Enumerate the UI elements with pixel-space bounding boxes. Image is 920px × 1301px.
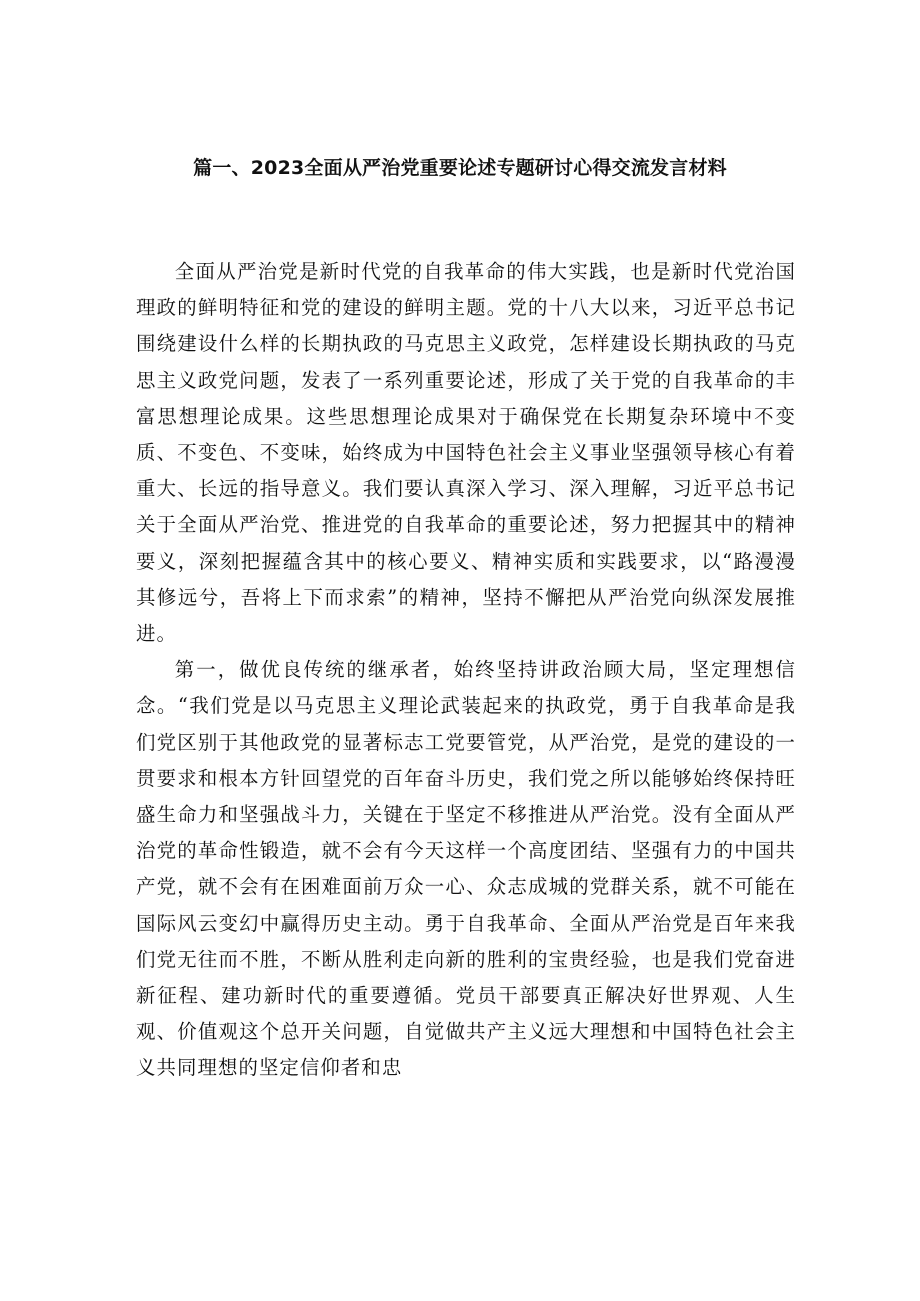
document-body <box>136 254 796 1087</box>
paragraph-first-point: 第一，做优良传统的继承者，始终坚持讲政治顾大局，坚定理想信念。“我们党是以马克思主义理论武装起来的执政党，勇于自我革命是我们党区别于其他政党的显著标志工党要管党，从严治党，是党的建设的一贯要求和根本方针回望党的百年奋斗历史，我们党之所以能够始终保持旺盛生命力和坚强战斗力，关键在于坚定不移推进从严治党。没有全面从严治党的革命性锻造，就不会有今天这样一个高度团结、坚强有力的中国共产党，就不会有在困难面前万众一心、众志成城的党群关系，就不可能在国际风云变幻中赢得历史主动。勇于自我革命、全面从严治党是百年来我们党无往而不胜，不断从胜利走向新的胜利的宝贵经验，也是我们党奋进新征程、建功新时代的重要遵循。党员干部要真正解决好世界观、人生观、价值观这个总开关问题，自觉做共产主义远大理想和中国特色社会主义共同理想的坚定信仰者和忠 <box>136 658 796 1080</box>
document-title: 篇一、2023全面从严治党重要论述专题研讨心得交流发言材料 <box>193 157 727 179</box>
paragraph-intro: 全面从严治党是新时代党的自我革命的伟大实践，也是新时代党治国理政的鲜明特征和党的建设的鲜明主题。党的十八大以来，习近平总书记围绕建设什么样的长期执政的马克思主义政党，怎样建设长期执政的马克思主义政党问题，发表了一系列重要论述，形成了关于党的自我革命的丰富思想理论成果。这些思想理论成果对于确保党在长期复杂环境中不变质、不变色、不变味，始终成为中国特色社会主义事业坚强领导核心有着重大、长远的指导意义。我们要认真深入学习、深入理解，习近平总书记关于全面从严治党、推进党的自我革命的重要论述，努力把握其中的精神要义，深刻把握蕴含其中的核心要义、精神实质和实践要求，以“路漫漫其修远兮，吾将上下而求索”的精神，坚持不懈把从严治党向纵深发展推进。 <box>136 260 796 646</box>
